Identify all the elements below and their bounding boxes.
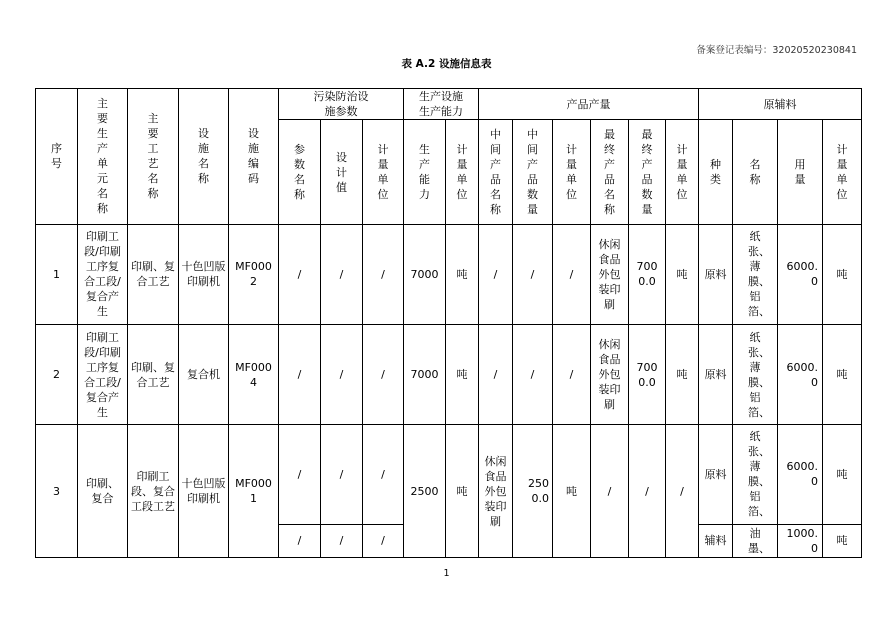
- cell-mid-unit: 吨: [553, 425, 591, 558]
- table-row: [36, 325, 862, 425]
- cell-design-value: /: [321, 524, 363, 557]
- header-mid-qty: 中间产品数量: [513, 120, 553, 224]
- cell-mid-unit: /: [553, 325, 591, 425]
- cell-final-name: /: [591, 425, 629, 558]
- cell-cap-value: 7000: [404, 325, 446, 425]
- table-row: [36, 224, 862, 324]
- cell-mat-amount: 6000.0: [778, 425, 823, 524]
- cell-final-name: 休闲食品外包装印刷: [591, 224, 629, 324]
- cell-mat-amount: 6000.0: [778, 325, 823, 425]
- cell-mid-unit: /: [553, 224, 591, 324]
- header-unit: 主要生产单元名称: [78, 89, 128, 225]
- header-facility-code: 设施编码: [229, 89, 279, 225]
- cell-mid-name: /: [479, 325, 513, 425]
- cell-cap-value: 7000: [404, 224, 446, 324]
- page-number: 1: [443, 568, 450, 579]
- cell-final-qty: 7000.0: [629, 325, 666, 425]
- cell-mat-unit: 吨: [823, 524, 862, 557]
- cell-unit-measure: /: [363, 524, 404, 557]
- cell-mid-name: 休闲食品外包装印刷: [479, 425, 513, 558]
- cell-final-qty: 7000.0: [629, 224, 666, 324]
- record-number: 备案登记表编号：32020520230841: [696, 45, 857, 56]
- cell-design-value: /: [321, 325, 363, 425]
- cell-seq: 2: [36, 325, 78, 425]
- cell-seq: 1: [36, 224, 78, 324]
- cell-facility-name: 复合机: [179, 325, 229, 425]
- header-seq: 序号: [36, 89, 78, 225]
- header-capacity: 生产设施生产能力: [404, 89, 479, 120]
- cell-unit: 印刷工段/印刷工序复合工段/复合产生: [78, 224, 128, 324]
- cell-process: 印刷工段、复合工段工艺: [128, 425, 179, 558]
- header-cap-unit: 计量单位: [446, 120, 479, 224]
- cell-final-unit: /: [666, 425, 699, 558]
- cell-mat-name: 油墨、: [733, 524, 778, 557]
- cell-mat-unit: 吨: [823, 325, 862, 425]
- cell-unit-measure: /: [363, 425, 404, 524]
- cell-unit: 印刷、复合: [78, 425, 128, 558]
- cell-mat-name: 纸张、薄膜、铝箔、: [733, 425, 778, 524]
- header-cap-value: 生产能力: [404, 120, 446, 224]
- cell-mat-type: 辅料: [699, 524, 733, 557]
- cell-mat-unit: 吨: [823, 224, 862, 324]
- header-final-qty: 最终产品数量: [629, 120, 666, 224]
- header-final-name: 最终产品名称: [591, 120, 629, 224]
- cell-unit-measure: /: [363, 325, 404, 425]
- cell-param-name: /: [279, 524, 321, 557]
- cell-mat-amount: 1000.0: [778, 524, 823, 557]
- cell-final-unit: 吨: [666, 325, 699, 425]
- header-pollution-params: 污染防治设施参数: [279, 89, 404, 120]
- cell-param-name: /: [279, 325, 321, 425]
- cell-design-value: /: [321, 224, 363, 324]
- header-mid-name: 中间产品名称: [479, 120, 513, 224]
- cell-param-name: /: [279, 425, 321, 524]
- cell-final-qty: /: [629, 425, 666, 558]
- header-materials: 原辅料: [699, 89, 862, 120]
- cell-mat-amount: 6000.0: [778, 224, 823, 324]
- cell-cap-unit: 吨: [446, 325, 479, 425]
- cell-param-name: /: [279, 224, 321, 324]
- cell-mid-name: /: [479, 224, 513, 324]
- cell-process: 印刷、复合工艺: [128, 224, 179, 324]
- cell-mat-unit: 吨: [823, 425, 862, 524]
- cell-mid-qty: /: [513, 224, 553, 324]
- header-facility-name: 设施名称: [179, 89, 229, 225]
- cell-facility-code: MF0004: [229, 325, 279, 425]
- table-title: 表 A.2 设施信息表: [401, 58, 492, 70]
- cell-mid-qty: 2500.0: [513, 425, 553, 558]
- header-row-1: [36, 89, 862, 120]
- header-process: 主要工艺名称: [128, 89, 179, 225]
- header-mat-unit: 计量单位: [823, 120, 862, 224]
- cell-unit-measure: /: [363, 224, 404, 324]
- header-unit-measure: 计量单位: [363, 120, 404, 224]
- cell-mat-type: 原料: [699, 224, 733, 324]
- header-final-unit: 计量单位: [666, 120, 699, 224]
- header-design-value: 设计值: [321, 120, 363, 224]
- cell-mat-name: 纸张、薄膜、铝箔、: [733, 325, 778, 425]
- cell-mid-qty: /: [513, 325, 553, 425]
- cell-mat-type: 原料: [699, 325, 733, 425]
- cell-facility-code: MF0001: [229, 425, 279, 558]
- table-row: [36, 425, 862, 524]
- cell-design-value: /: [321, 425, 363, 524]
- cell-unit: 印刷工段/印刷工序复合工段/复合产生: [78, 325, 128, 425]
- cell-cap-unit: 吨: [446, 425, 479, 558]
- header-mat-type: 种类: [699, 120, 733, 224]
- header-output: 产品产量: [479, 89, 699, 120]
- cell-cap-unit: 吨: [446, 224, 479, 324]
- cell-cap-value: 2500: [404, 425, 446, 558]
- cell-final-unit: 吨: [666, 224, 699, 324]
- cell-mat-type: 原料: [699, 425, 733, 524]
- header-mat-name: 名称: [733, 120, 778, 224]
- cell-final-name: 休闲食品外包装印刷: [591, 325, 629, 425]
- facility-info-table: [35, 88, 862, 558]
- cell-facility-name: 十色凹版印刷机: [179, 425, 229, 558]
- cell-facility-code: MF0002: [229, 224, 279, 324]
- cell-facility-name: 十色凹版印刷机: [179, 224, 229, 324]
- header-param-name: 参数名称: [279, 120, 321, 224]
- cell-seq: 3: [36, 425, 78, 558]
- header-mid-unit: 计量单位: [553, 120, 591, 224]
- cell-mat-name: 纸张、薄膜、铝箔、: [733, 224, 778, 324]
- cell-process: 印刷、复合工艺: [128, 325, 179, 425]
- header-mat-amount: 用量: [778, 120, 823, 224]
